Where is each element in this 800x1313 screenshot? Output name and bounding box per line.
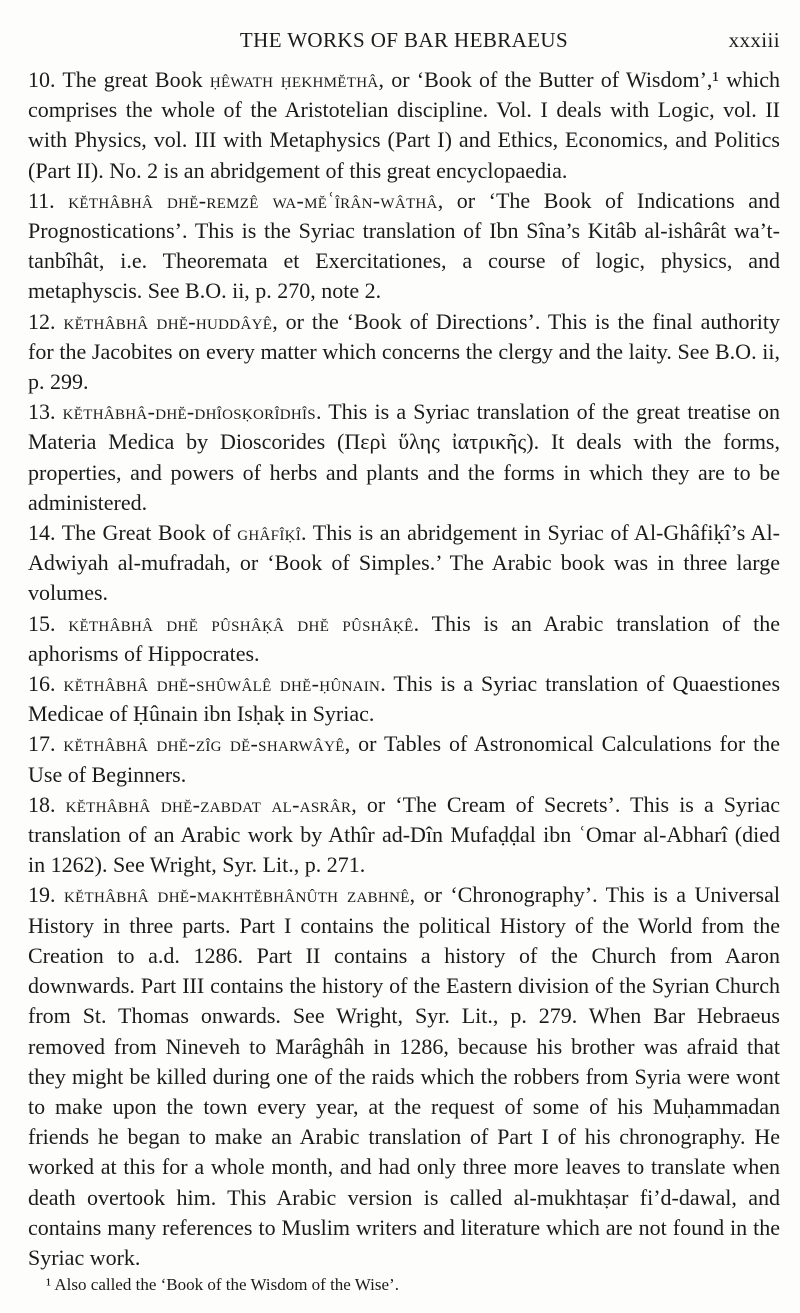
entry-12 xyxy=(28,307,780,398)
entry-lead: 16. xyxy=(28,671,64,697)
entry-lead: 10. The great Book xyxy=(28,67,210,92)
entry-text: , or ‘The Book of Indications and Prognostications’. This is the Syriac translation of Ibn Sîna’s Kitâb al-ishârât wa’t-tanbîhât, i.e. Theoremata et Exercitationes, a course of logic, physics, and metaphyscis. See B.O. ii, p. 270, note 2. xyxy=(28,187,781,304)
entry-title: kĕthâbhâ dhĕ-zabdat al-asrâr xyxy=(65,791,352,817)
entry-14 xyxy=(28,518,780,609)
entry-text: . This is an abridgement in Syriac of Al-Ghâfiḳî’s Al-Adwiyah al-mufradah, or ‘Book of Simples.’ The Arabic book was in three large volumes. xyxy=(28,520,780,606)
entry-title: kĕthâbhâ dhĕ-shûwâlê dhĕ-ḥûnain xyxy=(63,671,381,697)
entry-10 xyxy=(28,65,780,186)
footnote: ¹ Also called the ‘Book of the Wisdom of the Wise’. xyxy=(46,1275,399,1295)
entry-15 xyxy=(28,609,780,669)
entry-18 xyxy=(28,790,780,881)
entry-lead: 11. xyxy=(28,187,69,213)
entry-lead: 17. xyxy=(28,731,64,757)
entry-19 xyxy=(28,880,780,1273)
entry-title: kĕthâbhâ dhĕ-huddâyê xyxy=(63,308,273,334)
entry-17 xyxy=(28,729,780,789)
entry-title: ghâfîḳî xyxy=(237,520,302,546)
entry-lead: 18. xyxy=(28,791,66,817)
entry-13 xyxy=(28,397,780,518)
entry-lead: 14. The Great Book of xyxy=(28,520,238,546)
entry-title: ḥêwath ḥekhmĕthâ xyxy=(209,67,379,92)
entry-text: , or ‘Chronography’. This is a Universal History in three parts. Part I contains the political History of the World from the Creation to a.d. 1286. Part II contains a history of the Church from Aaron downwards. Part III contains the history of the Eastern division of the Syrian Church from St. Thomas onwards. See Wright, Syr. Lit., p. 279. When Bar Hebraeus removed from Nineveh to Marâghâh in 1286, because his brother was afraid that they might be killed during one of the raids which the robbers from Syria were wont to make upon the town every year, at the request of some of his Muḥammadan friends he began to make an Arabic translation of Part I of his chronography. He worked at this for a whole month, and had only three more leaves to translate when death overtook him. This Arabic version is called al-mukhtaṣar fi’d-dawal, and contains many references to Muslim writers and literature which are not found in the Syriac work. xyxy=(28,882,780,1270)
entry-text: . This is a Syriac translation of Quaestiones Medicae of Ḥûnain ibn Isḥaḳ in Syriac. xyxy=(28,671,781,727)
entry-text: , or ‘Book of the Butter of Wisdom’,¹ which comprises the whole of the Aristotelian discipline. Vol. I deals with Logic, vol. II with Physics, vol. III with Metaphysics (Part I) and Ethics, Economics, and Politics (Part II). No. 2 is an abridgement of this great encyclopaedia. xyxy=(28,67,780,183)
entry-title: kĕthâbhâ dhĕ pûshâḳâ dhĕ pûshâḳê xyxy=(68,610,414,636)
entry-lead: 12. xyxy=(28,308,64,334)
entry-text: , or the ‘Book of Directions’. This is the final authority for the Jacobites on every matter which concerns the clergy and the laity. See B.O. ii, p. 299. xyxy=(28,308,781,395)
entry-text: . This is a Syriac translation of the great treatise on Materia Medica by Dioscorides (Περὶ ὕλης ἰατρικῆς). It deals with the forms, properties, and powers of herbs and plants and the forms in which they are to be administered. xyxy=(28,399,780,515)
page-number: xxxiii xyxy=(728,28,780,52)
entry-title: kĕthâbhâ-dhĕ-dhîosḳorîdhîs xyxy=(62,399,316,425)
entry-text: , or ‘The Cream of Secrets’. This is a Syriac translation of an Arabic work by Athîr ad-Dîn Mufaḍḍal ibn ʿOmar al-Abharî (died in 1262). See Wright, Syr. Lit., p. 271. xyxy=(28,791,780,878)
entry-title: kĕthâbhâ dhĕ-zîg dĕ-sharwâyê xyxy=(63,731,345,757)
entry-11 xyxy=(28,186,780,307)
running-title: THE WORKS OF BAR HEBRAEUS xyxy=(239,28,569,52)
entry-lead: 19. xyxy=(28,882,64,908)
entry-text: , or Tables of Astronomical Calculations for the Use of Beginners. xyxy=(28,731,780,787)
running-head xyxy=(28,28,780,56)
entry-16 xyxy=(28,669,780,729)
entry-lead: 13. xyxy=(28,399,63,425)
entry-title: kĕthâbhâ dhĕ-remzê wa-mĕʿîrân-wâthâ xyxy=(68,187,438,213)
entry-text: . This is an Arabic translation of the aphorisms of Hippocrates. xyxy=(28,610,781,666)
entry-lead: 15. xyxy=(28,610,69,636)
entry-title: kĕthâbhâ dhĕ-makhtĕbhânûth zabhnê xyxy=(63,882,410,908)
main-text xyxy=(28,65,780,1313)
